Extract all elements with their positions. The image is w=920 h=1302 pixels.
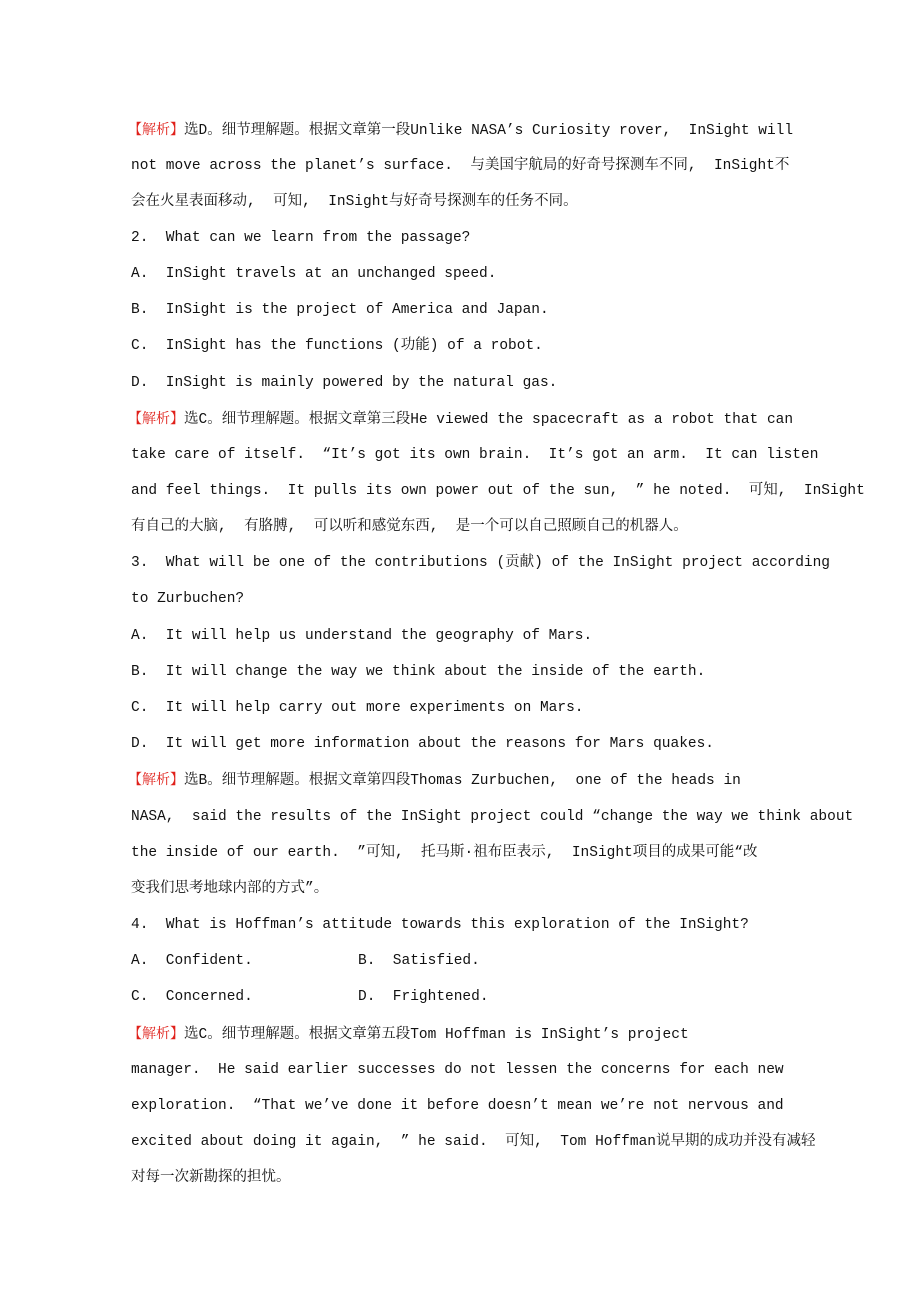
analysis-label: 【解析】 bbox=[128, 411, 184, 427]
text-line bbox=[131, 553, 830, 573]
text-line bbox=[131, 228, 470, 248]
line-text: C. Concerned. bbox=[131, 989, 253, 1005]
text-line bbox=[131, 517, 688, 537]
text-line bbox=[131, 264, 496, 284]
line-text: 选B。细节理解题。根据文章第四段Thomas Zurbuchen, one of the heads in bbox=[184, 773, 741, 789]
line-text: 选D。细节理解题。根据文章第一段Unlike NASA’s Curiosity rover, InSight will bbox=[184, 123, 794, 139]
text-line bbox=[131, 843, 757, 863]
text-line bbox=[131, 156, 789, 176]
line-text: to Zurbuchen? bbox=[131, 591, 245, 607]
line-text: the inside of our earth. ”可知, 托马斯·祖布臣表示, InSight项目的成果可能“改 bbox=[131, 845, 758, 861]
text-line bbox=[131, 662, 705, 682]
line-text: 3. What will be one of the contributions (贡献) of the InSight project according bbox=[131, 555, 831, 571]
text-line bbox=[131, 987, 253, 1007]
text-line bbox=[131, 626, 592, 646]
text-line bbox=[131, 192, 578, 212]
text-line bbox=[131, 698, 583, 718]
line-text: 2. What can we learn from the passage? bbox=[131, 230, 471, 246]
text-line bbox=[131, 807, 853, 827]
line-text: A. It will help us understand the geography of Mars. bbox=[131, 628, 593, 644]
text-line bbox=[131, 734, 714, 754]
text-line bbox=[131, 915, 749, 935]
line-text: NASA, said the results of the InSight project could “change the way we think about bbox=[131, 809, 854, 825]
analysis-label: 【解析】 bbox=[128, 772, 184, 788]
line-text: B. InSight is the project of America and Japan. bbox=[131, 302, 549, 318]
text-line bbox=[131, 1168, 291, 1188]
text-line bbox=[131, 336, 543, 356]
text-line bbox=[131, 481, 865, 501]
line-text: A. Confident. bbox=[131, 953, 253, 969]
line-text: manager. He said earlier successes do not lessen the concerns for each new bbox=[131, 1062, 784, 1078]
line-text: take care of itself. “It’s got its own brain. It’s got an arm. It can listen bbox=[131, 447, 819, 463]
analysis-line bbox=[128, 409, 793, 430]
analysis-label: 【解析】 bbox=[128, 1026, 184, 1042]
line-text: 4. What is Hoffman’s attitude towards this exploration of the InSight? bbox=[131, 917, 749, 933]
line-text: C. It will help carry out more experiments on Mars. bbox=[131, 700, 584, 716]
line-text: not move across the planet’s surface. 与美国宇航局的好奇号探测车不同, InSight不 bbox=[131, 158, 790, 174]
line-text: 会在火星表面移动, 可知, InSight与好奇号探测车的任务不同。 bbox=[131, 194, 578, 210]
text-line bbox=[131, 879, 328, 899]
analysis-line bbox=[128, 120, 793, 141]
analysis-line bbox=[128, 770, 741, 791]
line-text: 选C。细节理解题。根据文章第五段Tom Hoffman is InSight’s project bbox=[184, 1027, 689, 1043]
analysis-line bbox=[128, 1024, 689, 1045]
line-text: 变我们思考地球内部的方式”。 bbox=[131, 881, 329, 897]
line-text: 有自己的大脑, 有胳膊, 可以听和感觉东西, 是一个可以自己照顾自己的机器人。 bbox=[131, 519, 688, 535]
text-line bbox=[131, 1060, 784, 1080]
line-text: exploration. “That we’ve done it before doesn’t mean we’re not nervous and bbox=[131, 1098, 784, 1114]
line-text: B. It will change the way we think about the inside of the earth. bbox=[131, 664, 706, 680]
line-text: D. InSight is mainly powered by the natural gas. bbox=[131, 375, 558, 391]
text-line bbox=[131, 1132, 815, 1152]
option-second-column: B. Satisfied. bbox=[358, 953, 480, 969]
text-line bbox=[131, 373, 557, 393]
text-line bbox=[131, 300, 549, 320]
line-text: 选C。细节理解题。根据文章第三段He viewed the spacecraft as a robot that can bbox=[184, 412, 794, 428]
line-text: 对每一次新勘探的担忧。 bbox=[131, 1170, 291, 1186]
text-line bbox=[131, 1096, 784, 1116]
line-text: excited about doing it again, ” he said. 可知, Tom Hoffman说早期的成功并没有减轻 bbox=[131, 1134, 816, 1150]
line-text: and feel things. It pulls its own power out of the sun, ” he noted. 可知, InSight bbox=[131, 483, 865, 499]
line-text: A. InSight travels at an unchanged speed. bbox=[131, 266, 497, 282]
option-second-column: D. Frightened. bbox=[358, 989, 489, 1005]
line-text: D. It will get more information about the reasons for Mars quakes. bbox=[131, 736, 714, 752]
analysis-label: 【解析】 bbox=[128, 122, 184, 138]
text-line bbox=[131, 589, 244, 609]
text-line bbox=[131, 445, 818, 465]
line-text: C. InSight has the functions (功能) of a robot. bbox=[131, 338, 543, 354]
text-line bbox=[131, 951, 253, 971]
